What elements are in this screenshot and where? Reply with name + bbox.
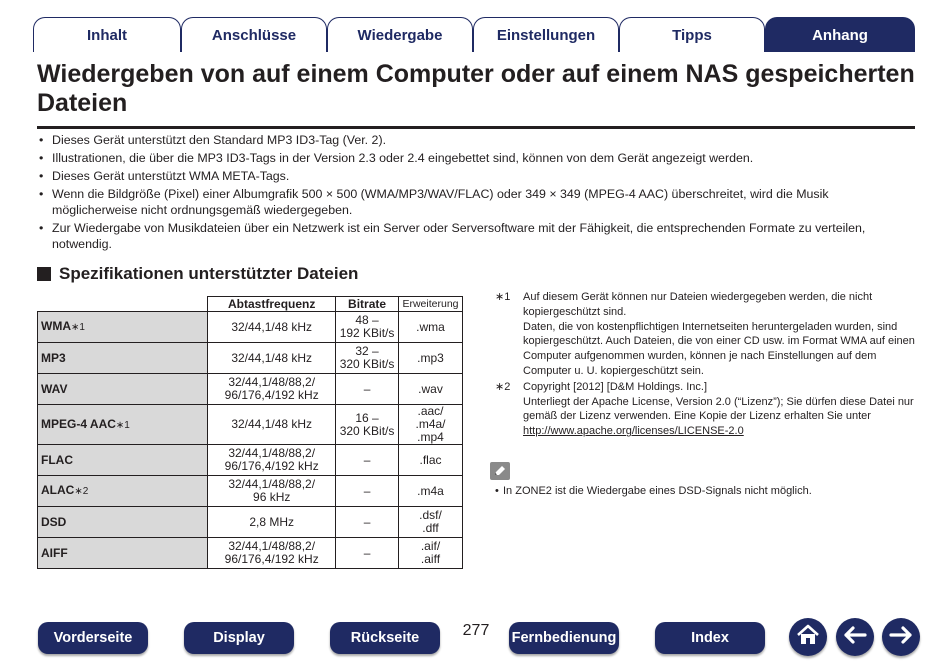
table-row [38, 312, 463, 343]
footnote-ref: ∗1 [71, 322, 85, 333]
format-name: ALAC [41, 483, 75, 497]
nav-fernbedienung-button[interactable]: Fernbedienung [509, 622, 619, 654]
nav-display-button[interactable]: Display [184, 622, 294, 654]
tab-wiedergabe[interactable]: Wiedergabe [327, 17, 473, 52]
square-bullet-icon [37, 267, 51, 281]
arrow-right-icon [889, 626, 913, 649]
footnote-mark: ∗2 [495, 380, 511, 393]
col-header-bitrate: Bitrate [336, 297, 399, 312]
table-header-row [38, 297, 463, 312]
extension-cell: .wav [398, 374, 462, 405]
section-heading [37, 264, 358, 284]
pencil-icon [490, 462, 510, 480]
sampling-cell: 32/44,1/48/88,2/ 96 kHz [208, 476, 336, 507]
tab-inhalt[interactable]: Inhalt [33, 17, 181, 52]
format-cell [38, 405, 208, 445]
table-row [38, 405, 463, 445]
license-link[interactable]: http://www.apache.org/licenses/LICENSE-2.0 [523, 425, 744, 438]
extension-cell: .aif/ .aiff [398, 538, 462, 569]
info-bullet-list [37, 132, 917, 254]
next-page-button[interactable] [882, 618, 920, 656]
footnote-text: Unterliegt der Apache License, Version 2.0 (“Lizenz”); Sie dürfen diese Datei nur gemäß der Lizenz verwenden. Eine Kopie der Lizenz erhalten Sie unter [523, 395, 914, 423]
table-row [38, 538, 463, 569]
bitrate-cell: – [336, 507, 399, 538]
footnote-ref: ∗2 [74, 486, 89, 497]
file-spec-table [37, 296, 463, 569]
zone-note [495, 484, 923, 498]
page-number: 277 [462, 622, 490, 639]
bullet-dot: • [39, 187, 44, 201]
bitrate-cell: – [336, 445, 399, 476]
format-name: MP3 [41, 350, 66, 365]
table-corner [38, 297, 208, 312]
list-item: • Dieses Gerät unterstützt den Standard MP3 ID3-Tag (Ver. 2). [39, 133, 387, 147]
bitrate-cell: – [336, 538, 399, 569]
bitrate-cell: 32 – 320 KBit/s [336, 343, 399, 374]
list-item: • Zur Wiedergabe von Musikdateien über ein Netzwerk ist ein Server oder Serversoftware mit der Fähigkeit, die entsprechenden Formate zu verteilen, notwendig. [39, 221, 866, 251]
sampling-cell: 32/44,1/48 kHz [208, 343, 336, 374]
sampling-cell: 32/44,1/48/88,2/ 96/176,4/192 kHz [208, 445, 336, 476]
table-row [38, 445, 463, 476]
list-item: • Dieses Gerät unterstützt WMA META-Tags. [39, 169, 290, 183]
format-cell [38, 343, 208, 374]
table-row [38, 507, 463, 538]
tab-einstellungen[interactable]: Einstellungen [473, 17, 619, 52]
format-name: FLAC [41, 452, 73, 467]
footnote-text: Copyright [2012] [D&M Holdings. Inc.] [523, 380, 708, 393]
format-name: DSD [41, 514, 67, 529]
footnote-2 [495, 380, 915, 439]
footnote-1 [495, 290, 915, 379]
prev-page-button[interactable] [836, 618, 874, 656]
nav-vorderseite-button[interactable]: Vorderseite [38, 622, 148, 654]
sampling-cell: 32/44,1/48 kHz [208, 312, 336, 343]
format-cell [38, 374, 208, 405]
nav-rueckseite-button[interactable]: Rückseite [330, 622, 440, 654]
tab-anhang[interactable]: Anhang [765, 17, 915, 52]
format-name: WAV [41, 381, 68, 396]
col-header-sampling: Abtastfrequenz [208, 297, 336, 312]
footnote-text: Daten, die von kostenpflichtigen Internetseiten heruntergeladen wurden, sind kopiergeschützt. Auch Dateien, die von einer CD usw. im Format WMA auf einen Computer aufgenommen wurden, können je nach Einstellungen auf dem Computer u. U. kopiergeschützt sein. [523, 320, 915, 377]
sampling-cell: 32/44,1/48 kHz [208, 405, 336, 445]
footnote-mark: ∗1 [495, 291, 511, 303]
tab-tipps[interactable]: Tipps [619, 17, 765, 52]
list-item: • Wenn die Bildgröße (Pixel) einer Albumgrafik 500 × 500 (WMA/MP3/WAV/FLAC) oder 349 × 349 (MPEG-4 AAC) überschreitet, wird die Musik möglicherweise nicht ordnungsgemäß wiedergegeben. [39, 187, 829, 217]
zone-note-text: In ZONE2 ist die Wiedergabe eines DSD-Signals nicht möglich. [503, 485, 812, 497]
format-name: AIFF [41, 545, 68, 560]
extension-cell: .m4a [398, 476, 462, 507]
extension-cell: .aac/ .m4a/ .mp4 [398, 405, 462, 445]
sampling-cell: 2,8 MHz [208, 507, 336, 538]
bullet-dot: • [495, 485, 499, 497]
section-heading-text: Spezifikationen unterstützter Dateien [59, 264, 359, 283]
bitrate-cell: – [336, 374, 399, 405]
format-cell [38, 312, 208, 343]
bullet-dot: • [39, 151, 44, 165]
table-row [38, 476, 463, 507]
extension-cell: .flac [398, 445, 462, 476]
sampling-cell: 32/44,1/48/88,2/ 96/176,4/192 kHz [208, 374, 336, 405]
format-cell [38, 445, 208, 476]
extension-cell: .dsf/ .dff [398, 507, 462, 538]
footnotes [495, 290, 915, 440]
home-button[interactable] [789, 618, 827, 656]
extension-cell: .mp3 [398, 343, 462, 374]
col-header-extension: Erweiterung [398, 297, 462, 312]
bullet-dot: • [39, 133, 44, 147]
bitrate-cell: 16 – 320 KBit/s [336, 405, 399, 445]
sampling-cell: 32/44,1/48/88,2/ 96/176,4/192 kHz [208, 538, 336, 569]
home-icon [796, 624, 820, 651]
list-item: • Illustrationen, die über die MP3 ID3-Tags in der Version 2.3 oder 2.4 eingebettet sind, können von dem Gerät angezeigt werden. [39, 151, 754, 165]
bullet-dot: • [39, 221, 44, 235]
bitrate-cell: 48 – 192 KBit/s [336, 312, 399, 343]
format-cell [38, 507, 208, 538]
format-name: MPEG-4 AAC [41, 416, 116, 431]
footnote-ref: ∗1 [115, 419, 130, 431]
title-divider [37, 126, 915, 129]
chapter-tabs [33, 16, 915, 52]
page-title: Wiedergeben von auf einem Computer oder auf einem NAS gespeicherten Dateien [37, 60, 915, 117]
extension-cell: .wma [398, 312, 462, 343]
tab-anschluesse[interactable]: Anschlüsse [181, 17, 327, 52]
table-row [38, 343, 463, 374]
table-row [38, 374, 463, 405]
footnote-text: Auf diesem Gerät können nur Dateien wiedergegeben werden, die nicht kopiergeschützt sind. [523, 291, 873, 318]
bullet-dot: • [39, 169, 44, 183]
format-name: WMA [41, 319, 71, 333]
bitrate-cell: – [336, 476, 399, 507]
nav-index-button[interactable]: Index [655, 622, 765, 654]
arrow-left-icon [843, 626, 867, 649]
format-cell [38, 476, 208, 507]
format-cell [38, 538, 208, 569]
